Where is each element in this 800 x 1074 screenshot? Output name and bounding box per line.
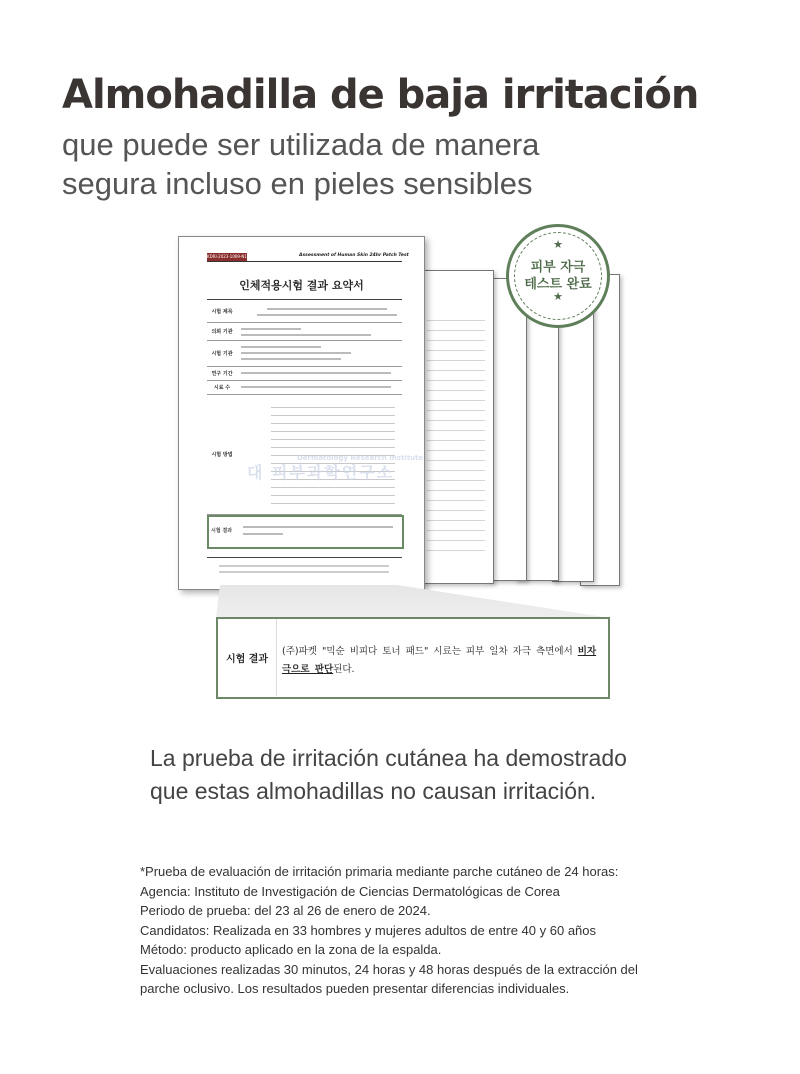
- zoom-text: [282, 643, 602, 679]
- seal-line-2: 테스트 완료: [524, 277, 592, 292]
- test-complete-seal: [506, 224, 610, 328]
- document-page-back: [420, 270, 494, 584]
- note-line: Agencia: Instituto de Investigación de Ciencias Dermatológicas de Corea: [140, 883, 560, 899]
- result-zoom-box: [216, 617, 610, 699]
- row-label: 시험 방법: [211, 451, 233, 458]
- watermark-text: 대 피부과학연구소: [247, 463, 395, 482]
- row-label: 시험 제목: [211, 308, 233, 315]
- result-label: 시험 결과: [211, 528, 233, 534]
- document-header-rule: [207, 255, 402, 262]
- row-label: 시험 기관: [211, 350, 233, 357]
- test-footnotes: [140, 862, 638, 999]
- claim-statement: [150, 742, 627, 808]
- table-row: [207, 322, 402, 341]
- star-icon: ★: [553, 239, 563, 251]
- watermark-logo: [247, 454, 424, 483]
- note-line: *Prueba de evaluación de irritación primaria mediante parche cutáneo de 24 horas:: [140, 864, 619, 879]
- page-title: Almohadilla de baja irritación: [62, 72, 699, 118]
- zoom-text-emphasis: 비자극으로 판단: [282, 646, 597, 675]
- result-highlight-box: [207, 515, 404, 549]
- table-row: [207, 366, 402, 381]
- table-row: [207, 380, 402, 395]
- zoom-label: 시험 결과: [218, 619, 277, 696]
- table-row: [207, 340, 402, 367]
- document-code: KDRI-2023-1069-N1: [207, 254, 247, 259]
- document-header-text: Assessment of Human Skin 24hr Patch Test: [299, 253, 409, 258]
- zoom-text-part: (주)파켓 "믹순 비피다 토너 패드" 시료는 피부 일차 자극 측면에서: [282, 646, 578, 657]
- seal-line-1: 피부 자극: [530, 260, 586, 275]
- note-line: Periodo de prueba: del 23 al 26 de enero de 2024.: [140, 903, 431, 918]
- table-row: [207, 300, 402, 323]
- subtitle-line: segura incluso en pieles sensibles: [62, 166, 533, 201]
- zoom-text-part: 된다.: [333, 664, 355, 675]
- document-title: 인체적용시험 결과 요약서: [239, 279, 364, 292]
- row-label: 연구 기간: [211, 370, 233, 377]
- claim-line: La prueba de irritación cutánea ha demostrado: [150, 745, 627, 771]
- star-icon: ★: [553, 291, 563, 303]
- note-line: Método: producto aplicado en la zona de la espalda.: [140, 942, 442, 957]
- watermark-subtext: Dermatology Research Institute: [297, 454, 424, 462]
- claim-line: que estas almohadillas no causan irritación.: [150, 778, 597, 804]
- note-line: Candidatos: Realizada en 33 hombres y mujeres adultos de entre 40 y 60 años: [140, 922, 597, 938]
- zoom-connector: [216, 585, 610, 618]
- page-subtitle: [62, 125, 539, 203]
- subtitle-line: que puede ser utilizada de manera: [62, 127, 540, 162]
- note-line: parche oclusivo. Los resultados pueden presentar diferencias individuales.: [140, 981, 570, 996]
- row-label: 의뢰 기관: [211, 328, 233, 335]
- row-label: 시료 수: [213, 384, 231, 391]
- test-report-document: [178, 236, 425, 590]
- note-line: Evaluaciones realizadas 30 minutos, 24 horas y 48 horas después de la extracción del: [140, 961, 638, 977]
